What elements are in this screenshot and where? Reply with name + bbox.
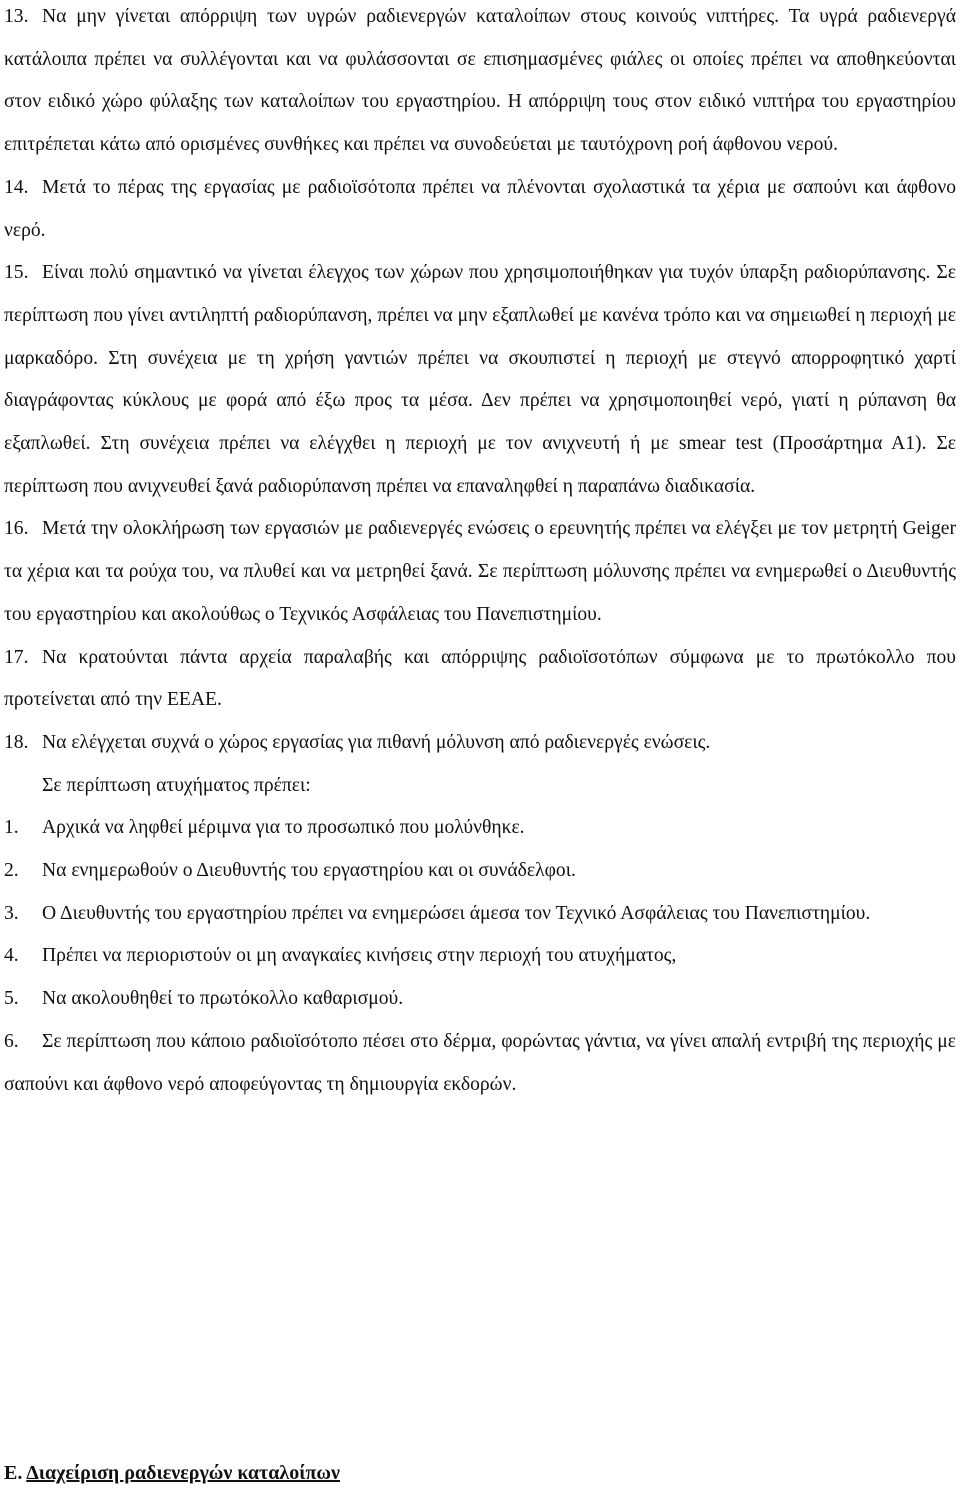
accident-step-4 — [4, 935, 956, 978]
accident-step-5 — [4, 978, 956, 1021]
accident-intro: Σε περίπτωση ατυχήματος πρέπει: — [42, 774, 311, 796]
step-number: 5. — [4, 988, 19, 1010]
item-text: Μετά την ολοκλήρωση των εργασιών με ραδιενεργές ενώσεις ο ερευνητής πρέπει να ελέγξει με τον μετρητή Geiger τα χέρια και τα ρούχα του, να πλυθεί και να μετρηθεί ξανά. Σε περίπτωση μόλυνσης πρέπει να ενημερωθεί ο Διευθυντής του εργαστηρίου και ακολούθως ο Τεχνικός Ασφάλειας του Πανεπιστημίου. — [4, 518, 956, 625]
item-number: 15. — [4, 262, 29, 284]
section-letter: Ε. — [4, 1462, 23, 1484]
item-number: 17. — [4, 646, 29, 668]
item-text: Είναι πολύ σημαντικό να γίνεται έλεγχος των χώρων που χρησιμοποιήθηκαν για τυχόν ύπαρξη ραδιορύπανσης. Σε περίπτωση που γίνει αντιληπτή ραδιορύπανση, πρέπει να μην εξαπλωθεί με κανένα τρόπο και να σημειωθεί η περιοχή με μαρκαδόρο. Στη συνέχεια με τη χρήση γαντιών πρέπει να σκουπιστεί η περιοχή με στεγνό απορροφητικό χαρτί διαγράφοντας κύκλους με φορά από έξω προς τα μέσα. Δεν πρέπει να χρησιμοποιηθεί νερό, γιατί η ρύπανση θα εξαπλωθεί. Στη συνέχεια πρέπει να ελέγχθει η περιοχή με τον ανιχνευτή ή με smear test (Προσάρτημα Α1). Σε περίπτωση που ανιχνευθεί ξανά ραδιορύπανση πρέπει να επαναληφθεί η παραπάνω διαδικασία. — [4, 262, 956, 497]
step-text: Ο Διευθυντής του εργαστηρίου πρέπει να ενημερώσει άμεσα τον Τεχνικό Ασφάλειας του Πανεπιστημίου. — [42, 902, 871, 924]
step-text: Αρχικά να ληφθεί μέριμνα για το προσωπικό που μολύνθηκε. — [42, 817, 525, 839]
step-number: 4. — [4, 945, 19, 967]
accident-step-3 — [4, 893, 956, 936]
step-number: 1. — [4, 817, 19, 839]
section-heading — [4, 1462, 340, 1485]
step-number: 3. — [4, 902, 19, 924]
item-number: 14. — [4, 176, 29, 198]
section-title: Διαχείριση ραδιενεργών καταλοίπων — [26, 1462, 340, 1484]
item-text: Να κρατούνται πάντα αρχεία παραλαβής και απόρριψης ραδιοϊσοτόπων σύμφωνα με το πρωτόκολλο που προτείνεται από την ΕΕΑΕ. — [4, 646, 956, 711]
document-page — [4, 0, 956, 1106]
step-text: Να ενημερωθούν ο Διευθυντής του εργαστηρίου και οι συνάδελφοι. — [42, 860, 576, 882]
step-text: Να ακολουθηθεί το πρωτόκολλο καθαρισμού. — [42, 988, 404, 1010]
item-15 — [4, 252, 956, 508]
item-16 — [4, 508, 956, 636]
item-17 — [4, 637, 956, 722]
item-number: 16. — [4, 518, 29, 540]
step-text: Πρέπει να περιοριστούν οι μη αναγκαίες κινήσεις στην περιοχή του ατυχήματος, — [42, 945, 677, 967]
item-18 — [4, 722, 956, 765]
item-text: Να μην γίνεται απόρριψη των υγρών ραδιενεργών καταλοίπων στους κοινούς νιπτήρες. Τα υγρά ραδιενεργά κατάλοιπα πρέπει να συλλέγονται και να φυλάσσονται σε επισημασμένες φιάλες οι οποίες πρέπει να αποθηκεύονται στον ειδικό χώρο φύλαξης των καταλοίπων του εργαστηρίου. Η απόρριψη τους στον ειδικό νιπτήρα του εργαστηρίου επιτρέπεται κάτω από ορισμένες συνθήκες και πρέπει να συνοδεύεται με ταυτόχρονη ροή άφθονου νερού. — [4, 6, 956, 156]
accident-step-2 — [4, 850, 956, 893]
item-14 — [4, 167, 956, 252]
item-text: Να ελέγχεται συχνά ο χώρος εργασίας για πιθανή μόλυνση από ραδιενεργές ενώσεις. — [42, 731, 711, 753]
step-text: Σε περίπτωση που κάποιο ραδιοϊσότοπο πέσει στο δέρμα, φορώντας γάντια, να γίνει απαλή εντριβή της περιοχής με σαπούνι και άφθονο νερό αποφεύγοντας τη δημιουργία εκδορών. — [4, 1030, 956, 1095]
item-number: 13. — [4, 6, 29, 27]
item-number: 18. — [4, 731, 29, 753]
item-13 — [4, 0, 956, 167]
item-text: Μετά το πέρας της εργασίας με ραδιοϊσότοπα πρέπει να πλένονται σχολαστικά τα χέρια με σαπούνι και άφθονο νερό. — [4, 176, 956, 241]
step-number: 6. — [4, 1030, 19, 1052]
accident-step-1 — [4, 807, 956, 850]
accident-step-6 — [4, 1021, 956, 1106]
step-number: 2. — [4, 860, 19, 882]
